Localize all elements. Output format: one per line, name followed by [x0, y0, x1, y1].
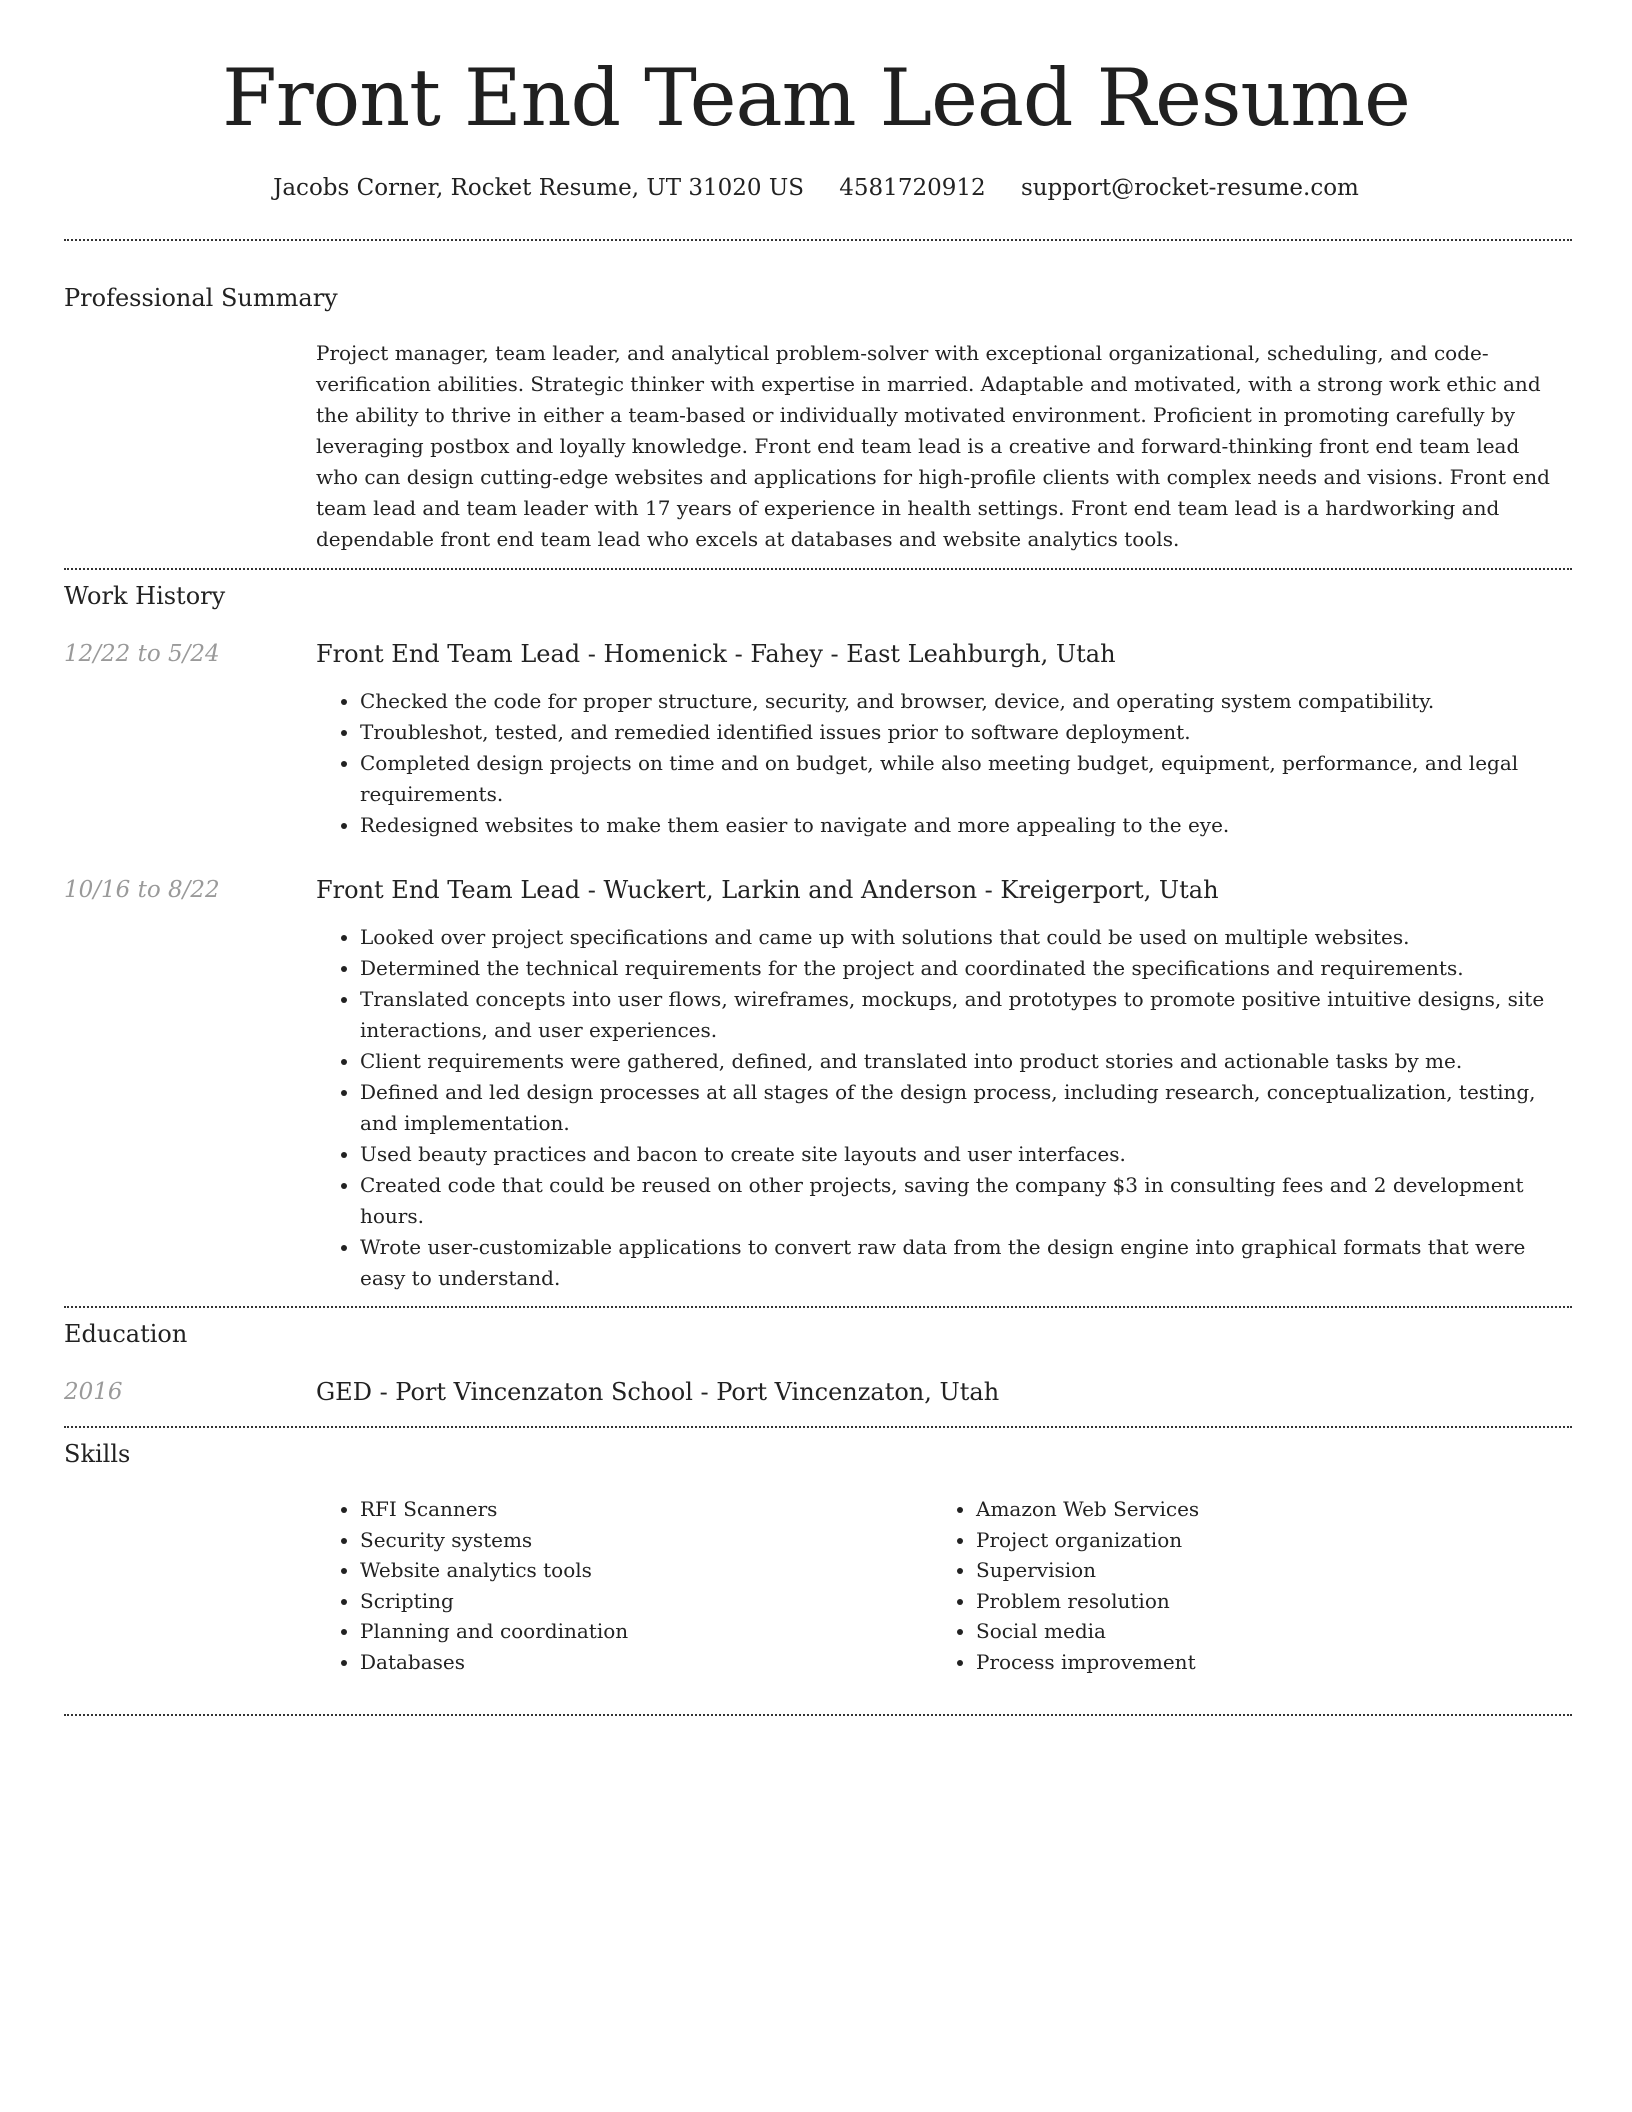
job-bullets: [316, 686, 1572, 841]
list-item: • RFI Scanners: [360, 1494, 920, 1525]
divider: [64, 1714, 1572, 1716]
list-item: • Translated concepts into user flows, wireframes, mockups, and prototypes to promote positive intuitive designs, site interactions, and user experiences.: [360, 984, 1572, 1046]
list-item: • Created code that could be reused on other projects, saving the company $3 in consulting fees and 2 development hours.: [360, 1170, 1572, 1232]
list-item: • Checked the code for proper structure, security, and browser, device, and operating system compatibility.: [360, 686, 1572, 717]
list-item: • Client requirements were gathered, defined, and translated into product stories and actionable tasks by me.: [360, 1046, 1572, 1077]
list-item: • Supervision: [976, 1555, 1576, 1586]
contact-address: Jacobs Corner, Rocket Resume, UT 31020 US: [273, 175, 804, 201]
list-item: • Defined and led design processes at all stages of the design process, including research, conceptualization, testing, and implementation.: [360, 1077, 1572, 1139]
list-item: • Troubleshot, tested, and remedied identified issues prior to software deployment.: [360, 717, 1572, 748]
list-item: • Security systems: [360, 1525, 920, 1556]
list-item: • Scripting: [360, 1586, 920, 1617]
list-item: • Databases: [360, 1647, 920, 1678]
contact-line: [0, 172, 1632, 204]
list-item: • Wrote user-customizable applications to convert raw data from the design engine into graphical formats that were easy to understand.: [360, 1232, 1572, 1294]
job-bullets: [316, 922, 1572, 1294]
list-item: • Process improvement: [976, 1647, 1576, 1678]
list-item: • Project organization: [976, 1525, 1576, 1556]
list-item: • Used beauty practices and bacon to create site layouts and user interfaces.: [360, 1139, 1572, 1170]
summary-heading: Professional Summary: [64, 284, 338, 312]
list-item: • Redesigned websites to make them easier to navigate and more appealing to the eye.: [360, 810, 1572, 841]
job-title: Front End Team Lead - Wuckert, Larkin and Anderson - Kreigerport, Utah: [316, 876, 1219, 904]
divider: [64, 1306, 1572, 1308]
skills-list-right: [932, 1494, 1576, 1678]
divider: [64, 1426, 1572, 1428]
education-year: 2016: [64, 1379, 123, 1405]
divider: [64, 239, 1572, 241]
contact-email[interactable]: support@rocket-resume.com: [1020, 175, 1359, 201]
contact-phone: 4581720912: [839, 175, 986, 201]
divider: [64, 568, 1572, 570]
resume-title: Front End Team Lead Resume: [222, 52, 1410, 144]
summary-text: Project manager, team leader, and analytical problem-solver with exceptional organizational, scheduling, and code-verification abilities. Strategic thinker with expertise in married. Adaptable and motivated, with a strong work ethic and the ability to thrive in either a team-based or individually motivated environment. Proficient in promoting carefully by leveraging postbox and loyally knowledge. Front end team lead is a creative and forward-thinking front end team lead who can design cutting-edge websites and applications for high-profile clients with complex needs and visions. Front end team lead and team leader with 17 years of experience in health settings. Front end team lead is a hardworking and dependable front end team lead who excels at databases and website analytics tools.: [316, 341, 1550, 551]
list-item: • Social media: [976, 1616, 1576, 1647]
education-heading: Education: [64, 1320, 188, 1348]
list-item: • Completed design projects on time and on budget, while also meeting budget, equipment, performance, and legal requirements.: [360, 748, 1572, 810]
work-history-heading: Work History: [64, 582, 226, 610]
list-item: • Planning and coordination: [360, 1616, 920, 1647]
skills-list-left: [316, 1494, 920, 1678]
skills-heading: Skills: [64, 1440, 131, 1468]
education-degree: GED - Port Vincenzaton School - Port Vincenzaton, Utah: [316, 1378, 1000, 1406]
job-dates: 10/16 to 8/22: [64, 877, 220, 903]
list-item: • Problem resolution: [976, 1586, 1576, 1617]
list-item: • Looked over project specifications and came up with solutions that could be used on multiple websites.: [360, 922, 1572, 953]
list-item: • Amazon Web Services: [976, 1494, 1576, 1525]
job-title: Front End Team Lead - Homenick - Fahey - East Leahburgh, Utah: [316, 640, 1116, 668]
job-dates: 12/22 to 5/24: [64, 641, 220, 667]
list-item: • Determined the technical requirements for the project and coordinated the specifications and requirements.: [360, 953, 1572, 984]
list-item: • Website analytics tools: [360, 1555, 920, 1586]
